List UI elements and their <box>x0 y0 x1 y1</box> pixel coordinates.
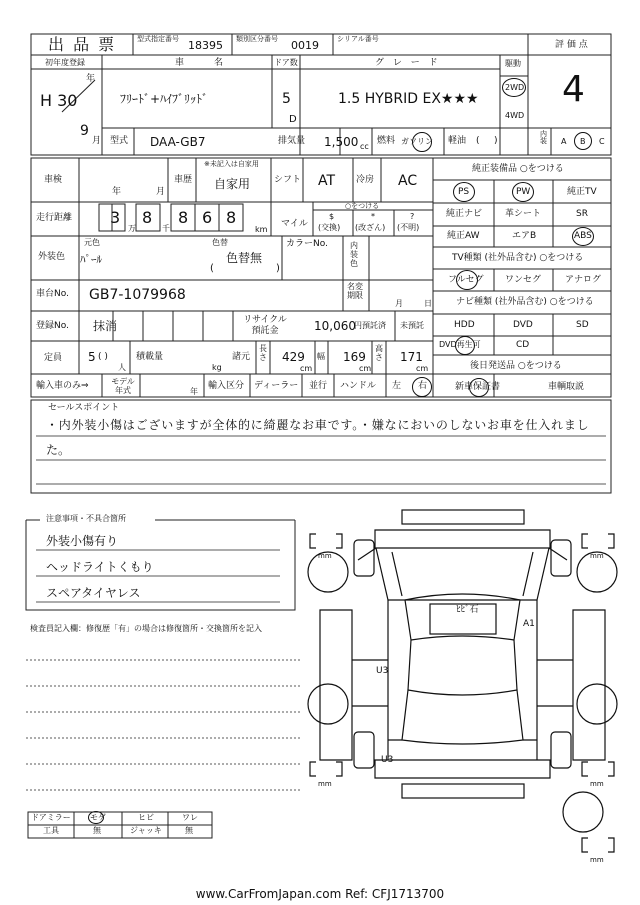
history-label: 車歴 <box>174 175 193 185</box>
meter-unknown: (不明) <box>397 223 420 232</box>
later-manual: 車輌取説 <box>548 382 585 392</box>
repaint-value: 色替無 <box>226 251 263 265</box>
mileage-digit-3: 8 <box>178 208 189 227</box>
handle-left: 左 <box>392 381 402 391</box>
term-label: 名変期限 <box>347 282 363 300</box>
model-value: DAA-GB7 <box>150 135 206 149</box>
mileage-man-unit: 万 <box>128 224 136 233</box>
footer-watermark: www.CarFromJapan.com Ref: CFJ1713700 <box>195 887 445 901</box>
car-body-diagram <box>308 510 617 852</box>
equip-aw: 純正AW <box>447 231 480 241</box>
displacement-label: 排気量 <box>278 136 306 146</box>
note-item-1: 外装小傷有り <box>46 534 119 548</box>
interior-c: C <box>599 137 605 146</box>
equip-sr: SR <box>576 209 588 219</box>
recycle-unpaid: 未預託 <box>400 321 424 330</box>
load-label: 積載量 <box>136 352 164 362</box>
capacity-unit: 人 <box>118 363 126 372</box>
navi-dvd-play-circle <box>455 336 475 355</box>
color-no-label: カラーNo. <box>286 239 328 249</box>
parallel-label: 並行 <box>309 381 328 391</box>
mileage-sen-unit: 千 <box>162 224 170 233</box>
score-label: 評 価 点 <box>555 40 588 50</box>
load-unit: kg <box>212 363 222 372</box>
jack-value: 無 <box>185 826 193 835</box>
shift-value: AT <box>318 173 336 189</box>
drive-2wd-circle <box>502 78 526 97</box>
color-label: 外装色 <box>38 252 66 262</box>
meter-star: * <box>371 212 375 221</box>
mileage-digit-5: 8 <box>226 208 237 227</box>
handle-label: ハンドル <box>340 381 377 391</box>
fuel-gasoline: ガソリン <box>401 137 433 146</box>
sales-point-line1: ・内外装小傷はございますが全体的に綺麗なお車です。・嫌なにおいのしないお車を仕入れまし <box>46 418 590 432</box>
original-color-label: 元色 <box>84 238 100 247</box>
meter-question: ? <box>410 212 415 221</box>
length-label: 長さ <box>259 344 267 362</box>
height-unit: cm <box>416 364 429 373</box>
inspection-month-unit: 月 <box>156 187 166 197</box>
tools-label: 工具 <box>43 826 59 835</box>
height-value: 171 <box>400 350 423 364</box>
navi-cd: CD <box>516 340 530 350</box>
shift-label: シフト <box>274 175 302 185</box>
model-year-label: モデル年式 <box>111 377 135 396</box>
reg-no-value: 抹消 <box>93 319 118 333</box>
mirror-moge: モゲ <box>90 813 106 822</box>
model-year-unit: 年 <box>190 387 198 396</box>
note-item-2: ヘッドライトくもり <box>46 560 154 574</box>
factory-equip-header: 純正装備品 ○をつける <box>472 164 564 174</box>
notes-label: 注意事項・不具合箇所 <box>46 514 126 523</box>
equip-tv: 純正TV <box>567 187 597 197</box>
equip-pw: PW <box>516 187 531 197</box>
tv-analog: アナログ <box>565 275 602 285</box>
first-reg-month-unit: 月 <box>92 136 102 146</box>
tv-oneseg: ワンセグ <box>505 275 542 285</box>
diagram-mark-u3-b: U3 <box>381 755 394 765</box>
inspection-year-unit: 年 <box>112 187 122 197</box>
capacity-paren: ( ) <box>98 352 108 362</box>
equip-ps: PS <box>458 187 470 197</box>
grade-value: 1.5 HYBRID EX★★★ <box>338 91 479 107</box>
handle-right: 右 <box>418 381 428 391</box>
drive-2wd: 2WD <box>505 83 525 92</box>
interior-b-circle <box>574 132 592 150</box>
recycle-label: リサイクル預託金 <box>243 315 287 336</box>
mirror-moge-mark <box>88 811 104 824</box>
original-color-value: ﾊﾟｰﾙ <box>80 253 102 266</box>
displacement-unit: cc <box>360 142 369 151</box>
width-label: 幅 <box>317 352 325 361</box>
displacement-value: 1,500 <box>324 135 359 149</box>
ac-label: 冷房 <box>356 175 375 185</box>
equip-pw-circle <box>512 182 534 202</box>
model-cert-label: 型式指定番号 <box>137 35 179 43</box>
drive-label: 駆動 <box>505 59 521 68</box>
repaint-paren-close: ) <box>276 263 280 274</box>
import-label: 輸入車のみ⇒ <box>36 381 89 391</box>
interior-color-label: 内装色 <box>350 241 358 269</box>
mileage-digit-1: 3 <box>110 208 121 227</box>
meter-circle-note: ○をつける <box>345 202 380 210</box>
equip-navi: 純正ナビ <box>446 209 483 219</box>
length-value: 429 <box>282 350 305 364</box>
note-item-3: スペアタイヤレス <box>46 586 141 600</box>
length-unit: cm <box>300 364 313 373</box>
interior-b: B <box>580 137 586 146</box>
chassis-value: GB7-1079968 <box>89 287 186 303</box>
fuel-label: 燃料 <box>377 136 396 146</box>
car-name-value: ﾌﾘｰﾄﾞ+ﾊｲﾌﾞﾘｯﾄﾞ <box>120 92 209 106</box>
first-reg-month: 9 <box>80 123 89 139</box>
chassis-label: 車台No. <box>36 289 69 299</box>
mileage-label: 走行距離 <box>36 213 73 223</box>
sales-point-line2: た。 <box>46 443 71 457</box>
navi-hdd: HDD <box>454 320 475 330</box>
class-value: 0019 <box>291 39 319 52</box>
model-cert-value: 18395 <box>188 39 223 52</box>
later-warranty-circle <box>469 378 489 397</box>
mileage-digit-4: 6 <box>202 208 213 227</box>
tv-fullseg: フルセグ <box>448 275 484 285</box>
capacity-label: 定員 <box>44 353 63 363</box>
meter-dollar: $ <box>329 212 335 221</box>
mileage-digit-2: 8 <box>142 208 153 227</box>
tire-fr-mm: mm <box>590 552 604 560</box>
sales-point-label: セールスポイント <box>48 403 120 413</box>
inspection-label: 車検 <box>44 175 63 185</box>
grade-label: グ レ ー ド <box>375 58 441 68</box>
dealer-label: ディーラー <box>254 381 299 391</box>
door-count-value: 5 <box>282 91 291 107</box>
diagram-mark-u3-a: U3 <box>376 666 389 676</box>
repaint-label: 色替 <box>212 238 228 247</box>
tools-value: 無 <box>93 826 101 835</box>
tire-fl-mm: mm <box>318 552 332 560</box>
class-label: 類別区分番号 <box>236 35 278 43</box>
recycle-unit: 円預託済 <box>354 321 386 330</box>
equip-ps-circle <box>453 182 475 202</box>
tire-rr-mm: mm <box>590 780 604 788</box>
car-name-label: 車 名 <box>175 58 228 68</box>
later-header: 後日発送品 ○をつける <box>470 361 562 371</box>
recycle-value: 10,060 <box>314 319 356 333</box>
term-month: 月 <box>395 299 403 308</box>
model-label: 型式 <box>110 136 129 146</box>
jack-label: ジャッキ <box>130 826 162 835</box>
interior-label: 内装 <box>540 130 547 145</box>
mirror-label: ドアミラー <box>31 813 71 822</box>
equip-leather: 革シート <box>505 209 542 219</box>
tv-fullseg-circle <box>456 270 478 290</box>
meter-tamper: (改ざん) <box>355 223 386 232</box>
navi-sd: SD <box>576 320 589 330</box>
handle-right-circle <box>412 377 432 397</box>
equip-abs-circle <box>572 227 594 246</box>
navi-dvd: DVD <box>513 320 533 330</box>
navi-header: ナビ種類 (社外品含む) ○をつける <box>456 297 594 307</box>
first-reg-era: H 30 <box>40 91 78 110</box>
meter-exchange: (交換) <box>318 223 341 232</box>
sheet-title: 出 品 票 <box>48 35 117 54</box>
door-count-sub: D <box>289 114 297 125</box>
history-note: ※未記入は自家用 <box>204 160 259 168</box>
capacity-value: 5 <box>88 350 96 364</box>
mile-label: マイル <box>281 219 308 229</box>
door-count-label: ドア数 <box>274 58 298 67</box>
equip-airbag: エアB <box>512 231 537 241</box>
tire-rl-mm: mm <box>318 780 332 788</box>
fuel-gasoline-circle <box>412 132 432 152</box>
fuel-diesel-label: 軽油 <box>448 136 467 146</box>
tire-spare-mm: mm <box>590 856 604 864</box>
diagram-mark-roof: ﾋﾋﾞ石 <box>456 605 479 615</box>
diagram-mark-a1: A1 <box>523 619 535 629</box>
history-value: 自家用 <box>214 177 251 191</box>
first-reg-label: 初年度登録 <box>45 58 85 67</box>
equip-abs: ABS <box>574 231 592 241</box>
dims-label: 諸元 <box>232 352 251 362</box>
tv-header: TV種類 (社外品含む) ○をつける <box>452 253 584 263</box>
width-value: 169 <box>343 350 366 364</box>
fuel-diesel-paren-open: ( <box>476 136 480 146</box>
serial-label: シリアル番号 <box>337 35 379 43</box>
inspector-label: 検査員記入欄：修復歴「有」の場合は修復箇所・交換箇所を記入 <box>30 624 262 633</box>
term-day: 日 <box>424 299 432 308</box>
ac-value: AC <box>398 173 418 189</box>
width-unit: cm <box>359 364 372 373</box>
drive-4wd: 4WD <box>505 111 525 120</box>
first-reg-year-unit: 年 <box>86 74 96 84</box>
repaint-paren-open: ( <box>210 263 214 274</box>
import-type-label: 輸入区分 <box>208 381 245 391</box>
score-value: 4 <box>562 69 585 110</box>
height-label: 高さ <box>375 344 383 362</box>
fuel-diesel-paren-close: ) <box>494 136 498 146</box>
mileage-km-unit: km <box>255 225 268 234</box>
mirror-ware: ワレ <box>182 813 198 822</box>
mirror-hibi: ヒビ <box>138 813 154 822</box>
reg-no-label: 登録No. <box>36 321 69 331</box>
interior-a: A <box>561 137 567 146</box>
later-warranty: 新車保証書 <box>455 382 501 392</box>
navi-dvd-play: DVD再生可 <box>439 340 481 349</box>
